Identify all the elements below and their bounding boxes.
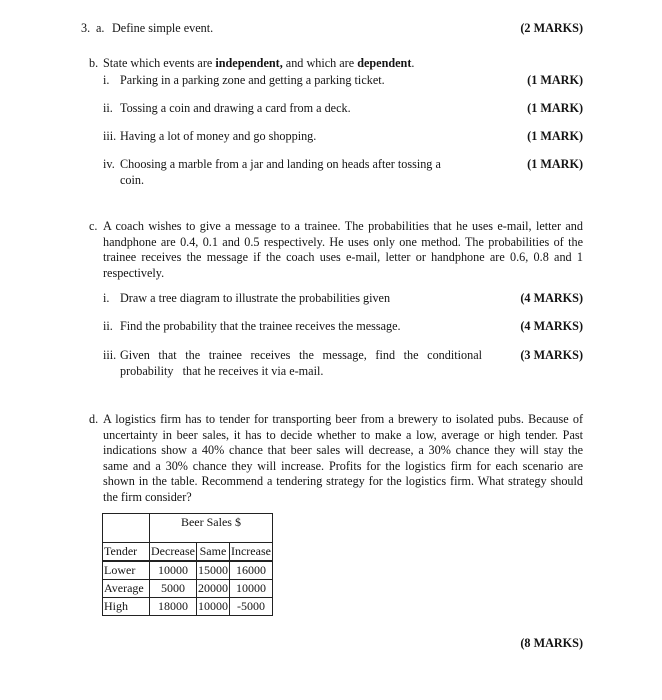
part-c-item-num: iii. (103, 348, 117, 362)
table-cell: 5000 (150, 580, 197, 598)
beer-sales-table (102, 513, 273, 616)
part-d-label: d. (89, 412, 99, 426)
table-cell: 20000 (196, 580, 229, 598)
table-cell: 10000 (196, 598, 229, 616)
part-b-item-text: Tossing a coin and drawing a card from a deck. (120, 101, 351, 115)
table-cell: Lower (103, 561, 150, 580)
part-b-item-text: Having a lot of money and go shopping. (120, 129, 317, 143)
table-cell: 10000 (229, 580, 272, 598)
table-row (103, 561, 273, 580)
table-cell: 18000 (150, 598, 197, 616)
table-header: Same (196, 543, 229, 562)
part-c-item-text: Given that the trainee receives the message, find the conditional (120, 348, 482, 362)
part-a-text: Define simple event. (112, 21, 214, 35)
part-b-label: b. (89, 56, 99, 70)
part-c-item-marks: (4 MARKS) (520, 291, 583, 305)
part-b-intro: State which events are independent, and which are dependent. (103, 56, 415, 70)
part-b-item-text-cont: coin. (120, 173, 145, 187)
part-b-item-num: i. (103, 73, 110, 87)
part-c-item-marks: (3 MARKS) (520, 348, 583, 362)
table-header: Increase (229, 543, 272, 562)
part-c-item-text: Draw a tree diagram to illustrate the probabilities given (120, 291, 391, 305)
part-b-item-marks: (1 MARK) (527, 101, 583, 115)
table-cell: Average (103, 580, 150, 598)
question-number: 3. (81, 21, 91, 35)
part-b-item-num: ii. (103, 101, 113, 115)
table-cell: 16000 (229, 561, 272, 580)
part-b-item-num: iii. (103, 129, 117, 143)
part-b-item-text: Choosing a marble from a jar and landing on heads after tossing a (120, 157, 441, 171)
part-c-item-text-cont: probability that he receives it via e-mail. (120, 364, 324, 378)
part-c-item-num: i. (103, 291, 110, 305)
table-header: Tender (103, 543, 150, 562)
part-b-item-num: iv. (103, 157, 115, 171)
table-cell: 15000 (196, 561, 229, 580)
part-c-item-num: ii. (103, 319, 113, 333)
part-d-marks: (8 MARKS) (520, 636, 583, 650)
part-a-label: a. (96, 21, 105, 35)
part-b-item-marks: (1 MARK) (527, 73, 583, 87)
table-header: Decrease (150, 543, 197, 562)
part-b-item-marks: (1 MARK) (527, 129, 583, 143)
part-b-item-marks: (1 MARK) (527, 157, 583, 171)
part-c-item-text: Find the probability that the trainee receives the message. (120, 319, 401, 333)
table-row (103, 580, 273, 598)
part-b-item-text: Parking in a parking zone and getting a parking ticket. (120, 73, 385, 87)
part-a-marks: (2 MARKS) (520, 21, 583, 35)
part-c-item-marks: (4 MARKS) (520, 319, 583, 333)
part-d-paragraph: A logistics firm has to tender for transporting beer from a brewery to isolated pubs. Because of uncertainty in beer sales, it has to decide whether to make a low, average or high tender. Past indications show a 40% chance that beer sales will decrease, a 30% chance they will stay the same and a 30% chance they will increase. Profits for the logistics firm for each scenario are shown in the table. Recommend a tendering strategy for the logistics firm. What strategy should the firm consider? (103, 412, 583, 504)
table-header-row (103, 543, 273, 562)
part-c-label: c. (89, 219, 98, 233)
table-cell: -5000 (229, 598, 272, 616)
part-c-paragraph: A coach wishes to give a message to a trainee. The probabilities that he uses e-mail, letter and handphone are 0.4, 0.1 and 0.5 respectively. He uses only one method. The probabilities of the trainee receives the message if the coach uses e-mail, letter or handphone are 0.6, 0.8 and 1 respectively. (103, 219, 583, 280)
table-corner-cell (103, 514, 150, 543)
table-cell: 10000 (150, 561, 197, 580)
table-row (103, 598, 273, 616)
table-cell: High (103, 598, 150, 616)
table-title: Beer Sales $ (150, 514, 273, 543)
